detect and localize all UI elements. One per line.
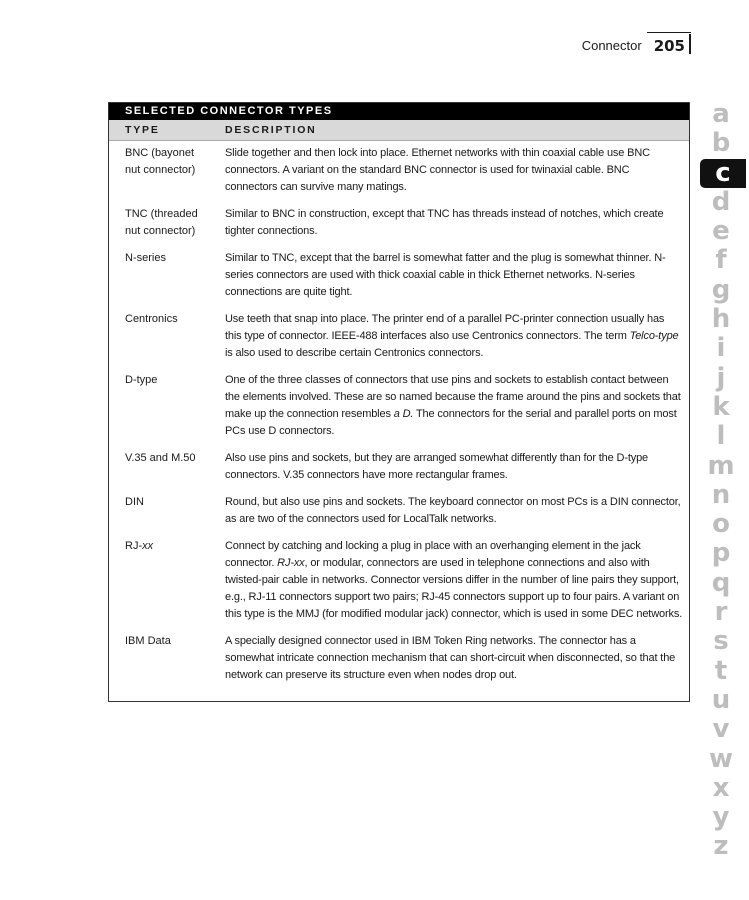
row-description: Similar to BNC in construction, except that TNC has threads instead of notches, which create tighter connections. <box>225 208 664 237</box>
table-header-row <box>109 120 689 141</box>
row-type: Centronics <box>125 313 178 325</box>
row-type: TNC (threaded nut connector) <box>125 208 198 237</box>
table-body <box>109 141 689 684</box>
thumb-index-letter-a: a <box>712 99 730 129</box>
alphabet-thumb-index <box>696 100 746 862</box>
thumb-index-letter-f: f <box>715 245 727 276</box>
thumb-index-letter-j: j <box>716 362 726 393</box>
row-description: Also use pins and sockets, but they are arranged somewhat differently than for the D-type connectors. V.35 connectors have more rectangular frames. <box>225 452 649 481</box>
thumb-index-letter-v: v <box>712 714 730 745</box>
thumb-index-letter-w: w <box>708 743 734 774</box>
row-description: Similar to TNC, except that the barrel is somewhat fatter and the plug is somewhat thinner. N-series connectors are used with thick coaxial cable in thick Ethernet networks. N-series connections are quite tight. <box>225 252 666 298</box>
row-type: N-series <box>125 252 166 264</box>
thumb-index-letter-t: t <box>714 655 728 686</box>
table-row <box>109 372 689 440</box>
thumb-index-letter-o: o <box>712 509 730 540</box>
thumb-index-letter-r: r <box>714 597 728 628</box>
thumb-index-letter-i: i <box>716 333 726 364</box>
thumb-index-letter-b: b <box>711 128 731 159</box>
row-description: Connect by catching and locking a plug in place with an overhanging element in the jack connector. RJ-xx, or modular, connectors are used in telephone connections and also with twisted-pair cable in networks. Connector versions differ in the number of line pairs they support, e.g., RJ-11 connectors support two pairs; RJ-45 connectors support up to four pairs. A variant on this type is the MMJ (for modified modular jack) connector, which is used in some DEC networks. <box>225 540 683 620</box>
row-description: Round, but also use pins and sockets. The keyboard connector on most PCs is a DIN connector, as are two of the connectors used for LocalTalk networks. <box>225 496 681 525</box>
thumb-index-letter-c: c <box>700 159 746 188</box>
thumb-index-letter-y: y <box>712 802 730 833</box>
row-description: One of the three classes of connectors that use pins and sockets to establish contact between the elements involved. These are so named because the frame around the pins and sockets that make up the connection resembles a D. The connectors for the serial and parallel ports on most PCs use D connectors. <box>225 374 681 437</box>
row-type: DIN <box>125 496 144 508</box>
row-type: BNC (bayonet nut connector) <box>125 147 196 176</box>
running-title: Connector <box>581 38 642 53</box>
row-description: A specially designed connector used in IBM Token Ring networks. The connector has a somewhat intricate connection mechanism that can short-circuit when disconnected, so that the network can preserve its structure even when nodes drop out. <box>225 635 676 681</box>
column-header-type: TYPE <box>125 124 160 136</box>
row-description: Slide together and then lock into place. Ethernet networks with thin coaxial cable use BNC connectors. A variant on the standard BNC connector is used for twinaxial cable. BNC connectors can survive many matings. <box>225 147 650 193</box>
row-type: D-type <box>125 374 158 386</box>
thumb-index-letter-d: d <box>711 186 731 217</box>
table-row <box>109 633 689 684</box>
thumb-index-letter-k: k <box>712 391 730 422</box>
table-row <box>109 206 689 240</box>
table-row <box>109 250 689 301</box>
table-row <box>109 145 689 196</box>
running-head <box>582 32 691 54</box>
thumb-index-letter-x: x <box>712 772 730 803</box>
page-number: 205 <box>654 34 691 54</box>
thumb-index-letter-q: q <box>711 567 731 598</box>
thumb-index-letter-s: s <box>713 626 729 657</box>
table-title: SELECTED CONNECTOR TYPES <box>109 103 689 120</box>
row-description: Use teeth that snap into place. The printer end of a parallel PC-printer connection usually has this type of connector. IEEE-488 interfaces also use Centronics connectors. The term Telco-type is also used to describe certain Centronics connectors. <box>225 313 679 359</box>
thumb-index-letter-g: g <box>711 274 731 305</box>
thumb-index-letter-h: h <box>711 304 731 335</box>
thumb-index-letter-m: m <box>707 450 735 481</box>
column-header-description: DESCRIPTION <box>225 124 317 136</box>
connector-types-table <box>108 102 690 702</box>
table-row <box>109 538 689 623</box>
table-row <box>109 494 689 528</box>
thumb-index-letter-n: n <box>711 479 731 510</box>
thumb-index-letter-p: p <box>711 538 731 569</box>
thumb-index-letter-e: e <box>712 216 730 247</box>
row-type: RJ-xx <box>125 540 154 552</box>
thumb-index-letter-z: z <box>713 831 729 862</box>
table-row <box>109 311 689 362</box>
header-rule <box>647 32 691 33</box>
row-type: V.35 and M.50 <box>125 452 196 464</box>
thumb-index-letter-l: l <box>716 421 726 452</box>
row-type: IBM Data <box>125 635 171 647</box>
table-row <box>109 450 689 484</box>
thumb-index-letter-u: u <box>711 684 731 715</box>
